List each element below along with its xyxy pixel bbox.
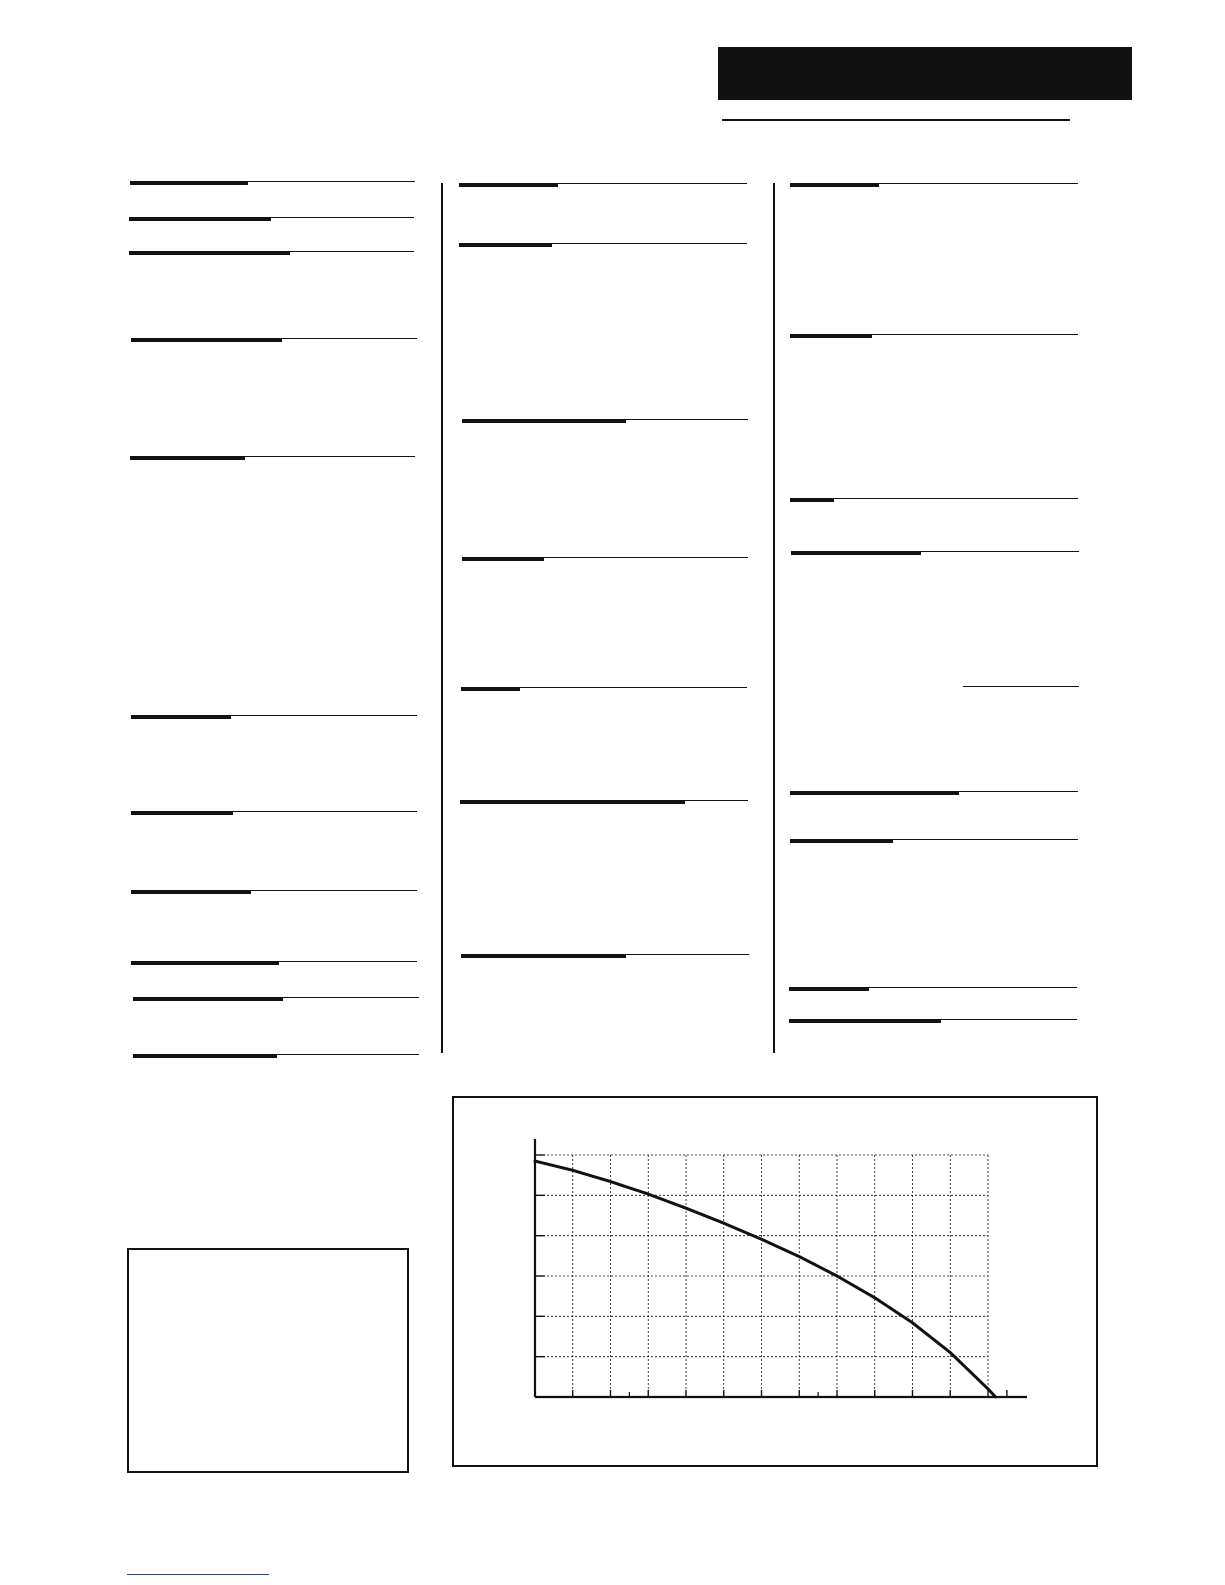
section-rule-c3-1 bbox=[790, 183, 1078, 191]
section-rule-c3-3 bbox=[790, 498, 1078, 506]
section-rule-c1-9 bbox=[131, 961, 417, 969]
section-rule-c1-1 bbox=[130, 181, 415, 189]
section-rule-c1-10 bbox=[133, 997, 419, 1005]
section-rule-c2-6-bar bbox=[460, 800, 685, 804]
footer-link-underline[interactable] bbox=[127, 1574, 269, 1575]
section-rule-c3-2 bbox=[790, 334, 1078, 342]
section-rule-c3-4 bbox=[791, 551, 1079, 559]
section-rule-c3-3-bar bbox=[790, 498, 834, 502]
section-rule-c3-extra-bar bbox=[789, 1019, 941, 1023]
section-rule-c2-2-bar bbox=[459, 243, 552, 247]
section-rule-c1-6-bar bbox=[131, 715, 231, 719]
section-rule-c1-7-bar bbox=[131, 811, 233, 815]
section-rule-c2-5-bar bbox=[461, 687, 520, 691]
section-rule-c1-3-bar bbox=[129, 251, 290, 255]
section-rule-c3-5-line bbox=[963, 686, 1079, 687]
performance-chart bbox=[452, 1096, 1098, 1467]
section-rule-c1-7 bbox=[131, 811, 417, 819]
section-rule-c2-3-bar bbox=[462, 419, 626, 423]
section-rule-c1-3 bbox=[129, 251, 414, 259]
section-rule-c3-7 bbox=[790, 839, 1078, 847]
spec-box bbox=[127, 1248, 409, 1473]
section-rule-c1-8-bar bbox=[131, 890, 251, 894]
section-rule-c3-1-bar bbox=[790, 183, 879, 187]
section-rule-c1-6 bbox=[131, 715, 417, 723]
section-rule-c3-2-bar bbox=[790, 334, 872, 338]
section-rule-c2-5 bbox=[461, 687, 747, 695]
section-rule-c1-11-bar bbox=[133, 1054, 277, 1058]
section-rule-c3-4-bar bbox=[791, 551, 921, 555]
section-rule-c3-extra bbox=[789, 1019, 1077, 1027]
section-rule-c1-11 bbox=[133, 1054, 419, 1062]
section-rule-c3-8-bar bbox=[789, 987, 869, 991]
chart-svg bbox=[454, 1098, 1100, 1469]
section-rule-c1-5 bbox=[130, 456, 415, 464]
section-rule-c2-1 bbox=[459, 183, 747, 191]
section-rule-c1-1-bar bbox=[130, 181, 248, 185]
section-rule-c2-3 bbox=[462, 419, 748, 427]
section-rule-c3-5 bbox=[963, 686, 1079, 694]
section-rule-c2-1-bar bbox=[459, 183, 558, 187]
section-rule-c2-7-bar bbox=[461, 954, 626, 958]
section-rule-c1-2 bbox=[129, 217, 414, 225]
section-rule-c2-6 bbox=[460, 800, 748, 808]
section-rule-c1-4-bar bbox=[131, 338, 282, 342]
section-rule-c3-6 bbox=[790, 791, 1078, 799]
section-rule-c1-2-bar bbox=[129, 217, 271, 221]
section-rule-c2-4 bbox=[462, 557, 748, 565]
section-rule-c3-8 bbox=[789, 987, 1077, 995]
section-rule-c2-2 bbox=[459, 243, 747, 251]
section-rule-c1-5-bar bbox=[130, 456, 245, 460]
section-rule-c3-6-bar bbox=[790, 791, 959, 795]
section-rule-c2-7 bbox=[461, 954, 749, 962]
section-rule-c1-9-bar bbox=[131, 961, 279, 965]
section-rule-c1-10-bar bbox=[133, 997, 283, 1001]
section-rule-c2-4-bar bbox=[462, 557, 544, 561]
series-line-1 bbox=[535, 1161, 996, 1397]
section-rule-c1-8 bbox=[131, 890, 417, 898]
section-rule-c1-4 bbox=[131, 338, 417, 346]
section-rule-c3-7-bar bbox=[790, 839, 893, 843]
